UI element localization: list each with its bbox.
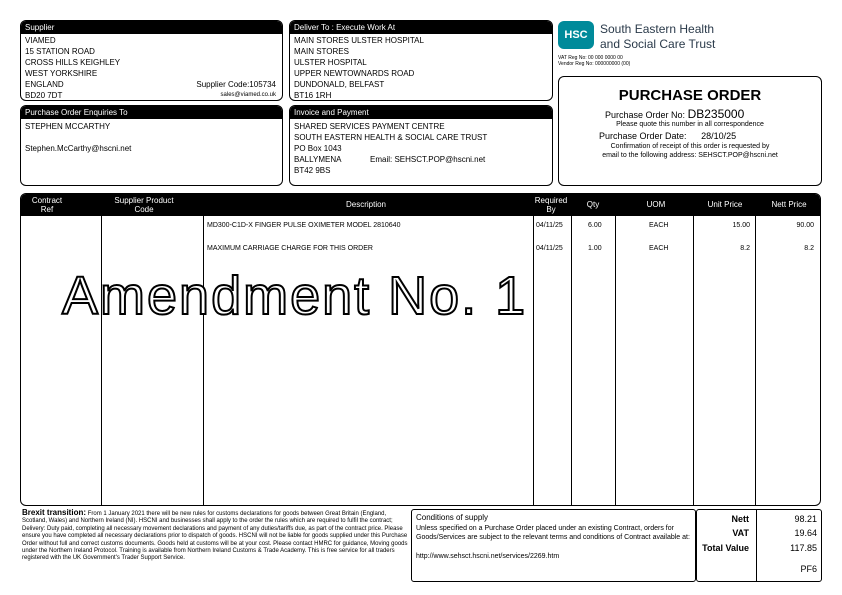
- invoice-line: PO Box 1043: [294, 144, 342, 153]
- row-uom: EACH: [649, 222, 669, 229]
- supplier-line: VIAMED: [25, 36, 56, 45]
- column-divider: [101, 216, 102, 505]
- enquiries-email[interactable]: Stephen.McCarthy@hscni.net: [25, 144, 132, 153]
- header-description: Description: [345, 200, 386, 209]
- brexit-notice: [22, 509, 410, 581]
- deliver-line: UPPER NEWTOWNARDS ROAD: [294, 69, 415, 78]
- totals-box: [696, 509, 822, 582]
- row-description: MD300-C1D-X FINGER PULSE OXIMETER MODEL 2810640: [207, 222, 401, 229]
- supplier-box: [20, 20, 283, 101]
- table-header: [21, 194, 820, 216]
- header-required-by: Required By: [534, 196, 568, 214]
- enquiries-name: STEPHEN MCCARTHY: [25, 122, 111, 131]
- deliver-header: Deliver To : Execute Work At: [290, 21, 552, 34]
- enquiries-box: [20, 105, 283, 186]
- row-qty: 1.00: [588, 245, 602, 252]
- vat-label: VAT: [732, 528, 749, 538]
- column-divider: [615, 216, 616, 505]
- deliver-line: ULSTER HOSPITAL: [294, 58, 367, 67]
- deliver-line: BT16 1RH: [294, 91, 332, 100]
- header-product-code: Supplier Product Code: [114, 196, 174, 214]
- total-value: 117.85: [790, 543, 817, 553]
- conditions-title: Conditions of supply: [416, 513, 489, 522]
- row-required-by: 04/11/25: [536, 222, 563, 229]
- po-number: DB235000: [687, 107, 745, 121]
- confirmation-email-note: email to the following address: SEHSCT.POP@hscni.net: [602, 152, 778, 159]
- conditions-text: Unless specified on a Purchase Order placed under an existing Contract, orders for Goods/Services are subject to the relevant terms and conditions of Contract available at:: [416, 525, 690, 541]
- row-description: MAXIMUM CARRIAGE CHARGE FOR THIS ORDER: [207, 245, 373, 252]
- po-date-label: Purchase Order Date:: [599, 131, 687, 141]
- supplier-line: WEST YORKSHIRE: [25, 69, 98, 78]
- header-nett-price: Nett Price: [771, 200, 807, 209]
- supplier-email[interactable]: sales@viamed.co.uk: [220, 92, 276, 98]
- header-contract-ref: Contract Ref: [31, 196, 63, 214]
- vendor-reg: Vendor Reg No: 000000000 (00): [558, 61, 631, 67]
- row-required-by: 04/11/25: [536, 245, 563, 252]
- invoice-line: BT42 9BS: [294, 166, 331, 175]
- po-number-row: [605, 109, 744, 120]
- trust-name-line1: South Eastern Health: [600, 22, 715, 36]
- deliver-line: MAIN STORES: [294, 47, 349, 56]
- header-qty: Qty: [586, 200, 600, 209]
- deliver-line: DUNDONALD, BELFAST: [294, 80, 385, 89]
- deliver-line: MAIN STORES ULSTER HOSPITAL: [294, 36, 424, 45]
- row-nett-price: 90.00: [796, 222, 814, 229]
- column-divider: [693, 216, 694, 505]
- nett-value: 98.21: [794, 514, 817, 524]
- supplier-line: CROSS HILLS KEIGHLEY: [25, 58, 121, 67]
- header-unit-price: Unit Price: [707, 200, 743, 209]
- row-qty: 6.00: [588, 222, 602, 229]
- hsc-logo-badge: HSC: [558, 21, 594, 49]
- header-uom: UOM: [646, 200, 666, 209]
- supplier-line: ENGLAND: [25, 80, 64, 89]
- po-title: PURCHASE ORDER: [618, 87, 762, 104]
- line-items-table: [20, 193, 821, 506]
- quote-note: Please quote this number in all correspondence: [616, 121, 764, 128]
- brexit-title: Brexit transition:: [22, 509, 87, 517]
- row-uom: EACH: [649, 245, 669, 252]
- po-date-row: [599, 131, 736, 141]
- po-date: 28/10/25: [701, 131, 737, 141]
- column-divider: [571, 216, 572, 505]
- supplier-line: 15 STATION ROAD: [25, 47, 95, 56]
- supplier-header: Supplier: [21, 21, 282, 34]
- total-label: Total Value: [702, 543, 749, 553]
- column-divider: [203, 216, 204, 505]
- confirmation-note: Confirmation of receipt of this order is requested by: [610, 143, 770, 150]
- page-code: PF6: [800, 564, 817, 574]
- supplier-line: BD20 7DT: [25, 91, 63, 100]
- po-number-label: Purchase Order No:: [605, 110, 686, 120]
- supplier-code: Supplier Code:105734: [196, 80, 276, 89]
- brexit-text: From 1 January 2021 there will be new rules for customs declarations for goods between Great Britain (England, Scotland, Wales) and Northern Ireland (NI). HSCNI and businesses shall apply to the order the rules which are required to fulfil the contract; Delivery: Duty paid, completing all necessary movement declarations and payment of any duties/tariffs due, as part of the contract price. Please ensure you have completed all necessary declarations prior to dispatch of goods. HSCNI will not be liable for goods supplied under this Purchase Order without full and correct customs documents. Goods held at customs will be at your cost. Please contact HMRC for guidance, Moving goods under the Northern Ireland Protocol. Training is available from Northern Ireland Customs & Trade Academy. This is free service for all traders registered with the UK Government's Trader Support Service.: [22, 511, 408, 562]
- row-unit-price: 15.00: [732, 222, 750, 229]
- row-unit-price: 8.2: [740, 245, 750, 252]
- purchase-order-box: [558, 76, 822, 186]
- vat-reg: VAT Reg No: 00 000 0000 00: [558, 55, 623, 61]
- invoice-box: [289, 105, 553, 186]
- column-divider: [533, 216, 534, 505]
- row-nett-price: 8.2: [804, 245, 814, 252]
- totals-divider: [756, 509, 757, 582]
- trust-name-line2: and Social Care Trust: [600, 37, 716, 51]
- invoice-line: SHARED SERVICES PAYMENT CENTRE: [294, 122, 445, 131]
- invoice-line: SOUTH EASTERN HEALTH & SOCIAL CARE TRUST: [294, 133, 488, 142]
- conditions-box: [411, 509, 696, 582]
- column-divider: [755, 216, 756, 505]
- conditions-url[interactable]: http://www.sehsct.hscni.net/services/2269.htm: [416, 553, 560, 560]
- nett-label: Nett: [731, 514, 749, 524]
- vat-value: 19.64: [794, 528, 817, 538]
- invoice-line: BALLYMENA: [294, 155, 342, 164]
- amendment-watermark: Amendment No. 1: [62, 266, 528, 326]
- deliver-to-box: [289, 20, 553, 101]
- invoice-header: Invoice and Payment: [290, 106, 552, 119]
- invoice-email[interactable]: Email: SEHSCT.POP@hscni.net: [370, 155, 486, 164]
- enquiries-header: Purchase Order Enquiries To: [21, 106, 282, 119]
